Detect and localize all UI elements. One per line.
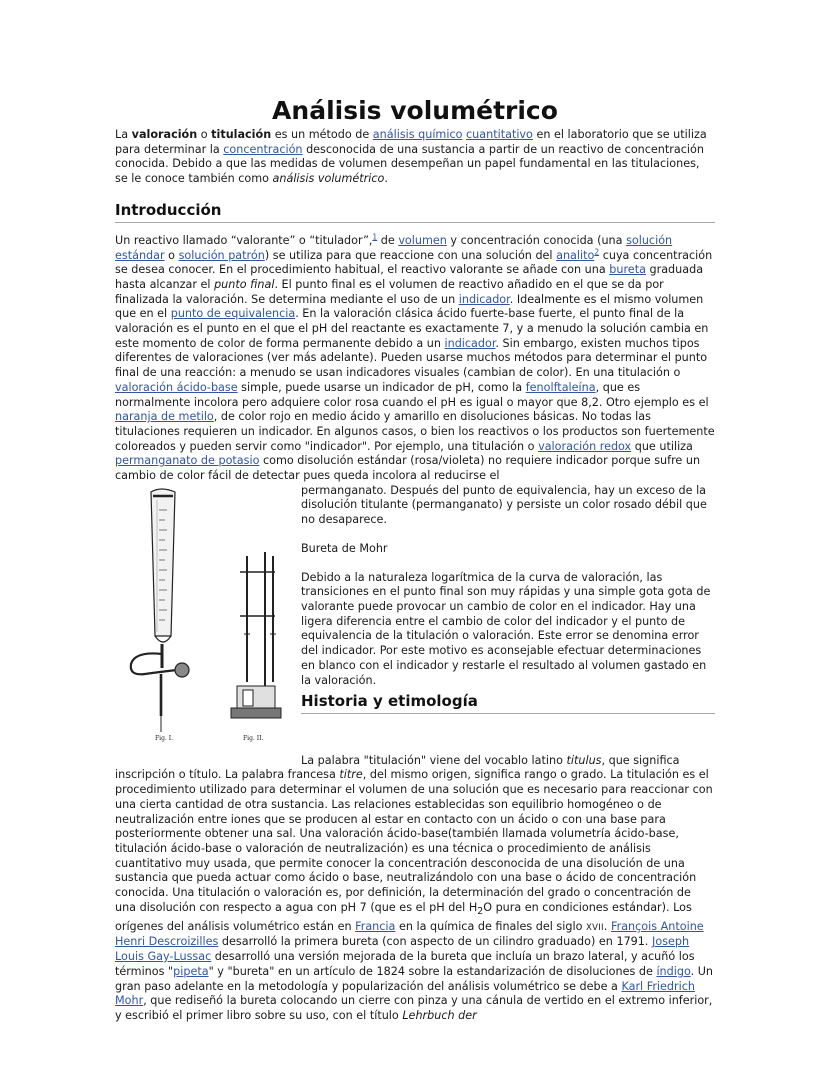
link-karl-friedrich-mohr[interactable]: Karl Friedrich Mohr [115, 979, 695, 1008]
link-indigo[interactable]: índigo [656, 964, 691, 978]
link-indicador-2[interactable]: indicador [444, 336, 496, 350]
link-analito[interactable]: analito [556, 248, 595, 262]
fig-2-label: Fig. II. [243, 734, 264, 742]
history-paragraph: La palabra "titulación" viene del vocablo latino titulus, que significa inscripción o título. La palabra francesa titre, del mismo origen, significa rango o grado. La titulación es el procedimiento utilizado para determinar el volumen de una solución que es necesario para reaccionar con una cierta cantidad de otra sustancia. Las relaciones establecidas son equilibrio homogéneo o de neutralización entre iones que se producen al estar en contacto con un ácido o con una base para posteriormente obtener una sal. Una valoración ácido-base(también llamada volumetría ácido-base, titulación ácido-base o valoración de neutralización) es una técnica o procedimiento de análisis cuantitativo muy usada, que permite conocer la concentración desconocida de una disolución de una sustancia que pueda actuar como ácido o base, neutralizándolo con una base o ácido de concentración conocida. Una titulación o valoración es, por definición, la determinación del grado o concentración de una disolución con respecto a agua con pH 7 (que es el pH del $H_2O$ pura en condiciones estándar). Los orígenes del análisis volumétrico están en Francia en la química de finales del siglo XVII. François Antoine Henri Descroizilles desarrolló la primera bureta (con aspecto de un cilindro graduado) en 1791. Joseph Louis Gay-Lussac desarrolló una versión mejorada de la bureta que incluía un brazo lateral, y acuñó los términos "pipeta" y "bureta" en un artículo de 1824 sobre la estandarización de disoluciones de índigo. Un gran paso adelante en la metodología y popularización del análisis volumétrico se debe a Karl Friedrich Mohr, que rediseñó la bureta colocando un cierre con pinza y una cánula de vertido en el extremo inferior, y escribió el primer libro sobre su uso, con el título Lehrbuch der [115, 753, 714, 1022]
section-heading-introduccion: Introducción [115, 200, 715, 223]
link-concentracion[interactable]: concentración [223, 142, 303, 156]
intro-paragraph-continued: permanganato. Después del punto de equivalencia, hay un exceso de la disolución titulante (permanganato) y persiste un color rosado débil que no desaparece. [301, 483, 707, 527]
burette-illustration [115, 486, 285, 744]
link-permanganato-de-potasio[interactable]: permanganato de potasio [115, 454, 260, 468]
document-page [115, 96, 715, 1024]
link-pipeta[interactable]: pipeta [173, 964, 209, 978]
link-valoracion-redox[interactable]: valoración redox [538, 439, 632, 453]
error-indicador-paragraph: Debido a la naturaleza logarítmica de la curva de valoración, las transiciones en el punto final son muy rápidas y una simple gota gota de valorante puede provocar un cambio de color en el indicador. Hay una ligera diferencia entre el cambio de color del indicador y el punto de equivalencia de la titulación o valoración. Este error se denomina error del indicador. Por este motivo es aconsejable efectuar determinaciones en blanco con el indicador y restarle el resultado al volumen gastado en la valoración. [301, 570, 711, 687]
term-valoracion: valoración [131, 128, 198, 141]
page-title: Análisis volumétrico [272, 96, 558, 125]
footnote-2-link[interactable]: 2 [594, 246, 600, 256]
link-cuantitativo[interactable]: cuantitativo [466, 128, 533, 141]
figure-caption: Bureta de Mohr [301, 541, 388, 555]
section-heading-historia: Historia y etimología [301, 691, 715, 714]
link-bureta[interactable]: bureta [609, 263, 646, 277]
link-punto-de-equivalencia[interactable]: punto de equivalencia [170, 307, 296, 321]
link-descroizilles[interactable]: François Antoine Henri Descroizilles [115, 919, 704, 949]
link-volumen[interactable]: volumen [398, 233, 447, 247]
figure-float-block [115, 484, 715, 749]
link-analisis-quimico[interactable]: análisis químico [372, 128, 463, 141]
link-naranja-de-metilo[interactable]: naranja de metilo [115, 410, 214, 424]
link-francia[interactable]: Francia [355, 919, 396, 933]
footnote-1-link[interactable]: 1 [372, 232, 378, 242]
link-gay-lussac[interactable]: Joseph Louis Gay-Lussac [115, 935, 690, 964]
link-valoracion-acido-base[interactable]: valoración ácido-base [115, 380, 238, 394]
mohr-burette-figure [115, 486, 285, 744]
intro-paragraph: Un reactivo llamado “valorante” o “titulador”,$^1$ de volumen y concentración conocida (una solución estándar o solución patrón) se utiliza para que reaccione con una solución del analito$^2$ cuya concentración se desea conocer. En el procedimiento habitual, el reactivo valorante se añade con una bureta graduada hasta alcanzar el punto final. El punto final es el volumen de reactivo añadido en el que se da por finalizada la valoración. Se determina mediante el uso de un indicador. Idealmente es el mismo volumen que en el punto de equivalencia. En la valoración clásica ácido fuerte-base fuerte, el punto final de la valoración es el punto en el que el pH del reactante es exactamente 7, y a menudo la solución cambia en este momento de color de forma permanente debido a un indicador. Sin embargo, existen muchos tipos diferentes de valoraciones (ver más adelante). Pueden usarse muchos métodos para determinar el punto final de una reacción: a menudo se usan indicadores visuales (cambian de color). En una titulación o valoración ácido-base simple, puede usarse un indicador de pH, como la fenolftaleína, que es normalmente incolora pero adquiere color rosa cuando el pH es igual o mayor que 8,2. Otro ejemplo es el naranja de metilo, de color rojo en medio ácido y amarillo en disoluciones básicas. No todas las titulaciones requieren un indicador. En algunos casos, o bien los reactivos o los productos son fuertemente coloreados y pueden servir como "indicador". Por ejemplo, una titulación o valoración redox que utiliza permanganato de potasio como disolución estándar (rosa/violeta) no requiere indicador porque sufre un cambio de color fácil de detectar pues queda incolora al reducirse el [115, 232, 715, 483]
link-solucion-estandar[interactable]: solución estándar [115, 233, 673, 262]
link-fenolftaleina[interactable]: fenolftaleína [525, 380, 596, 394]
link-indicador[interactable]: indicador [458, 292, 510, 306]
fig-1-label: Fig. I. [155, 734, 174, 742]
figure-side-text [301, 484, 715, 714]
link-solucion-patron[interactable]: solución patrón [178, 248, 265, 262]
lead-paragraph: La valoración o titulación es un método de análisis químico cuantitativo en el laboratorio que se utiliza para determinar la concentración desconocida de una sustancia a partir de un reactivo de concentración conocida. Debido a que las medidas de volumen desempeñan un papel fundamental en las titulaciones, se le conoce también como análisis volumétrico. [115, 128, 707, 186]
term-titulacion: titulación [211, 128, 272, 141]
